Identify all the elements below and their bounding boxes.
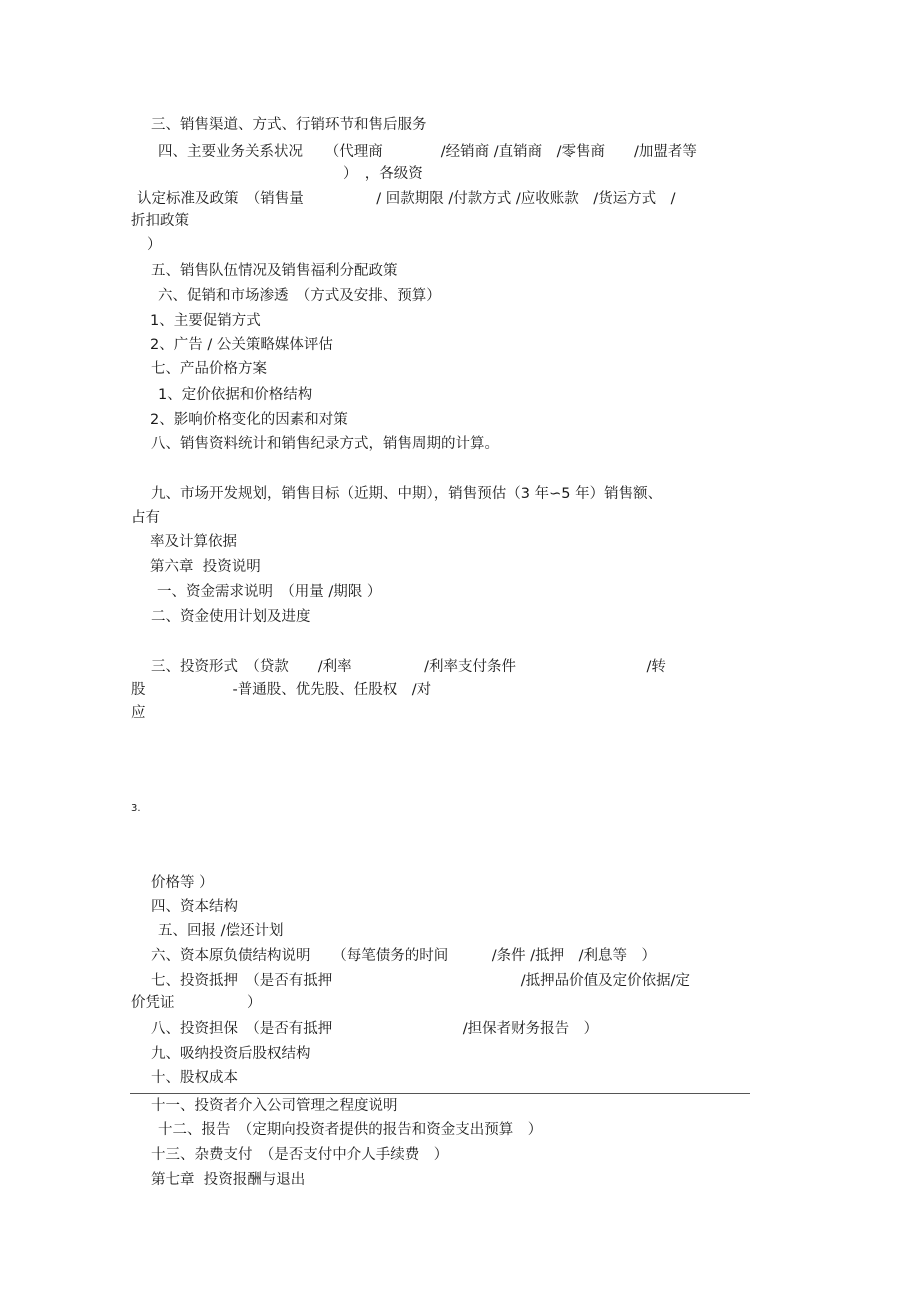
text-line: 十一、投资者介入公司管理之程度说明: [151, 1098, 398, 1114]
text-line: 四、资本结构: [151, 899, 238, 915]
text-line: 八、投资担保 （是否有抵押 /担保者财务报告 ）: [151, 1021, 599, 1037]
text-line: 1、定价依据和价格结构: [158, 387, 313, 403]
text-line: 折扣政策: [131, 213, 189, 229]
text-line: 价凭证 ）: [131, 995, 262, 1011]
text-line: 六、资本原负债结构说明 （每笔债务的时间 /条件 /抵押 /利息等 ）: [151, 948, 657, 964]
section-heading: 第七章 投资报酬与退出: [151, 1172, 306, 1188]
text-line: ） ，各级资: [343, 166, 423, 182]
text-line: 占有: [131, 510, 160, 526]
section-heading: 第六章 投资说明: [150, 559, 261, 575]
text-line: 认定标准及政策 （销售量 / 回款期限 /付款方式 /应收账款 /货运方式 /: [137, 191, 676, 207]
text-line: 二、资金使用计划及进度: [151, 609, 311, 625]
text-line: 十、股权成本: [151, 1070, 238, 1086]
text-line: 七、投资抵押 （是否有抵押 /抵押品价值及定价依据/定: [151, 973, 691, 989]
text-line: 应: [131, 705, 146, 721]
text-line: 价格等 ）: [151, 875, 214, 891]
text-line: 三、投资形式 （贷款 /利率 /利率支付条件 /转: [151, 659, 666, 675]
text-line: 五、回报 /偿还计划: [158, 923, 284, 939]
text-line: 六、促销和市场渗透 （方式及安排、预算）: [158, 288, 441, 304]
text-line: 四、主要业务关系状况 （代理商 /经销商 /直销商 /零售商 /加盟者等: [158, 144, 697, 160]
text-line: 八、销售资料统计和销售纪录方式，销售周期的计算。: [151, 436, 499, 452]
page-number: 3.: [131, 803, 141, 814]
text-line: ）: [147, 237, 162, 253]
text-line: 1、主要促销方式: [150, 313, 261, 329]
text-line: 率及计算依据: [150, 534, 237, 550]
text-line: 一、资金需求说明 （用量 /期限 ）: [157, 584, 382, 600]
text-line: 三、销售渠道、方式、行销环节和售后服务: [151, 117, 427, 133]
text-line: 十三、杂费支付 （是否支付中介人手续费 ）: [151, 1147, 449, 1163]
text-line: 五、销售队伍情况及销售福利分配政策: [151, 263, 398, 279]
text-line: 七、产品价格方案: [151, 361, 267, 377]
text-line: 2、影响价格变化的因素和对策: [150, 412, 348, 428]
text-line: 九、市场开发规划，销售目标（近期、中期），销售预估（3 年∽5 年）销售额、: [151, 486, 663, 502]
text-line: 2、广告 / 公关策略媒体评估: [150, 337, 333, 353]
text-line: 股 -普通股、优先股、任股权 /对: [131, 682, 432, 698]
text-line: 九、吸纳投资后股权结构: [151, 1046, 311, 1062]
text-line: 十二、报告 （定期向投资者提供的报告和资金支出预算 ）: [158, 1122, 543, 1138]
horizontal-rule: [130, 1093, 750, 1094]
